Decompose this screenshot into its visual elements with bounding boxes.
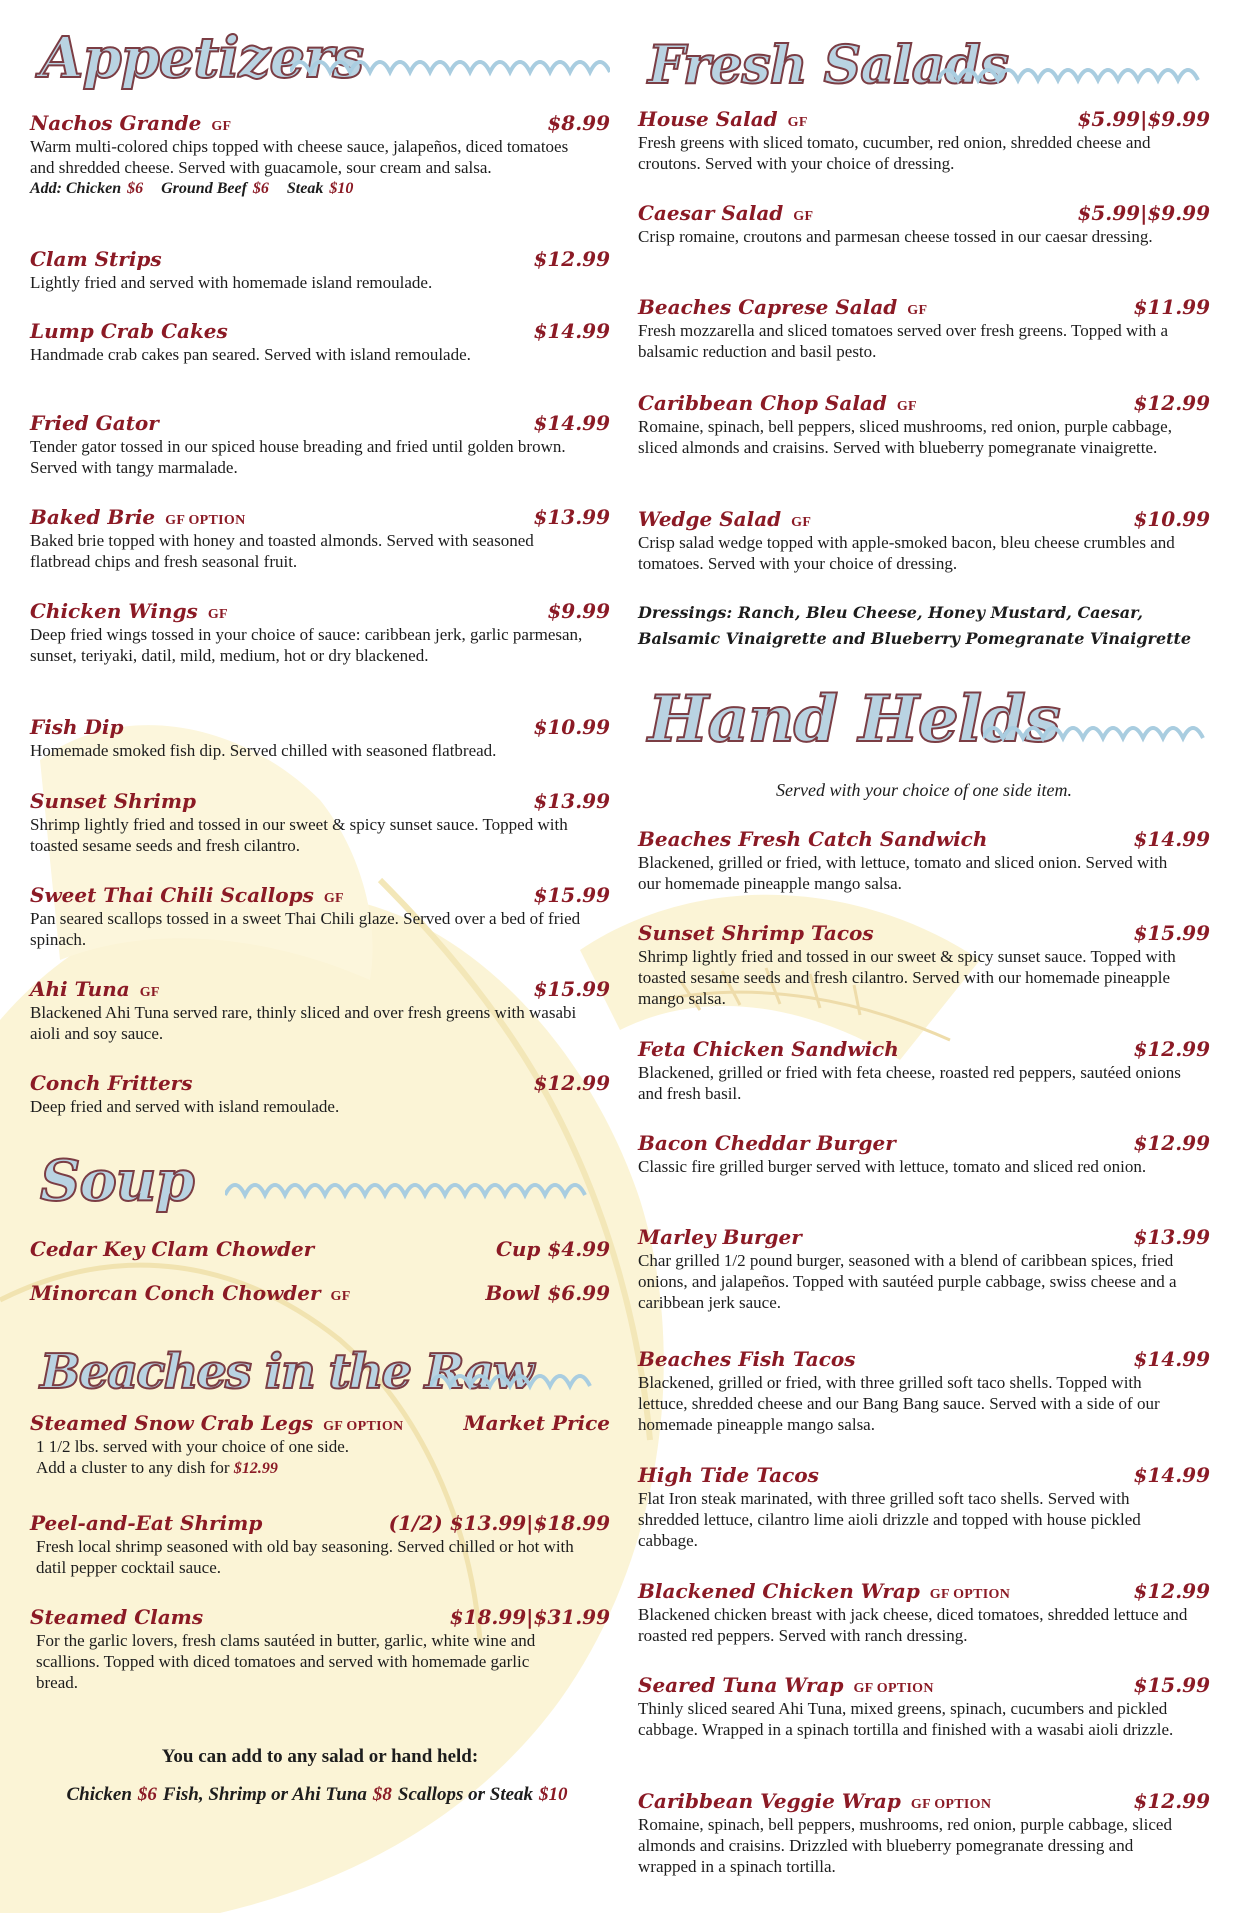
item-description: Romaine, spinach, bell peppers, sliced mushrooms, red onion, purple cabbage, sliced almonds and craisins. Served with blueberry pomegranate vinaigrette. bbox=[638, 417, 1172, 457]
item-name: Peel-and-Eat Shrimp bbox=[30, 1511, 263, 1535]
item-description: Deep fried and served with island remoulade. bbox=[30, 1097, 340, 1116]
item-description: Crisp romaine, croutons and parmesan cheese tossed in our caesar dressing. bbox=[638, 227, 1153, 246]
item-name: Lump Crab Cakes bbox=[30, 319, 228, 343]
gf-tag: GF bbox=[330, 1289, 351, 1304]
item-name: Beaches Fresh Catch Sandwich bbox=[638, 827, 988, 851]
item-price: Cup $4.99 bbox=[495, 1237, 610, 1261]
item-name: High Tide Tacos bbox=[638, 1463, 819, 1487]
menu-item bbox=[30, 714, 610, 761]
menu-item bbox=[30, 1070, 610, 1117]
wave-decoration-icon bbox=[430, 1358, 600, 1394]
item-description: Lightly fried and served with homemade island remoulade. bbox=[30, 273, 433, 292]
item-name: Baked Brie GF OPTION bbox=[30, 505, 246, 529]
item-price: $12.99 bbox=[1133, 391, 1210, 415]
item-price: $13.99 bbox=[533, 789, 610, 813]
menu-item bbox=[638, 1130, 1210, 1177]
item-description: Shrimp lightly fried and tossed in our sweet & spicy sunset sauce. Topped with toasted sesame seeds and fresh cilantro. bbox=[30, 815, 568, 855]
nachos-addon: Add: Chicken $6 Ground Beef $6 Steak $10 bbox=[30, 180, 354, 197]
item-price: Bowl $6.99 bbox=[485, 1281, 610, 1305]
item-price: $14.99 bbox=[1133, 827, 1210, 851]
gf-option-tag: GF OPTION bbox=[165, 513, 246, 528]
item-name: Blackened Chicken Wrap GF OPTION bbox=[638, 1579, 1011, 1603]
item-name: Bacon Cheddar Burger bbox=[638, 1131, 896, 1155]
item-description: Classic fire grilled burger served with lettuce, tomato and sliced red onion. bbox=[638, 1157, 1147, 1176]
gf-option-tag: GF OPTION bbox=[910, 1797, 992, 1812]
menu-item bbox=[30, 1604, 610, 1693]
item-price: $5.99|$9.99 bbox=[1077, 201, 1210, 225]
menu-item bbox=[30, 504, 610, 572]
menu-item bbox=[638, 1224, 1210, 1313]
gf-tag: GF bbox=[787, 115, 808, 130]
menu-item bbox=[638, 200, 1210, 247]
handhelds-title: Hand Helds bbox=[648, 682, 1060, 757]
item-name: Sweet Thai Chili Scallops GF bbox=[30, 883, 344, 907]
menu-item bbox=[638, 1672, 1210, 1740]
item-description: Homemade smoked fish dip. Served chilled with seasoned flatbread. bbox=[30, 741, 497, 760]
menu-item bbox=[638, 1036, 1210, 1104]
item-name: Clam Strips bbox=[30, 247, 162, 271]
item-description: Baked brie topped with honey and toasted almonds. Served with seasoned flatbread chips and fresh seasonal fruit. bbox=[30, 531, 534, 571]
menu-item bbox=[30, 246, 610, 293]
menu-item bbox=[638, 506, 1210, 574]
item-name: Wedge Salad GF bbox=[638, 507, 812, 531]
item-name: Steamed Snow Crab Legs GF OPTION bbox=[30, 1411, 404, 1435]
item-price: $14.99 bbox=[533, 319, 610, 343]
menu-item bbox=[30, 410, 610, 478]
menu-item bbox=[30, 110, 610, 199]
menu-item bbox=[638, 1462, 1210, 1551]
menu-item bbox=[30, 882, 610, 950]
add-protein-options: Chicken $6 Fish, Shrimp or Ahi Tuna $8 Scallops or Steak $10 bbox=[66, 1784, 568, 1805]
menu-item bbox=[638, 390, 1210, 458]
wave-decoration-icon bbox=[225, 1167, 600, 1203]
item-name: Sunset Shrimp Tacos bbox=[638, 921, 874, 945]
item-description: Fresh greens with sliced tomato, cucumber, red onion, shredded cheese and croutons. Served with your choice of dressing. bbox=[638, 133, 1151, 173]
wave-decoration-icon bbox=[290, 44, 610, 80]
menu-item bbox=[30, 1510, 610, 1578]
item-name: Sunset Shrimp bbox=[30, 789, 196, 813]
menu-item bbox=[30, 1410, 610, 1479]
menu-item bbox=[638, 106, 1210, 174]
item-name: Feta Chicken Sandwich bbox=[638, 1037, 899, 1061]
item-description: Flat Iron steak marinated, with three grilled soft taco shells. Served with shredded lettuce, cilantro lime aioli drizzle and topped with house pickled cabbage. bbox=[638, 1489, 1141, 1550]
item-description: Fresh mozzarella and sliced tomatoes served over fresh greens. Topped with a balsamic reduction and basil pesto. bbox=[638, 321, 1169, 361]
item-price: $12.99 bbox=[1133, 1789, 1210, 1813]
soup-title: Soup bbox=[40, 1148, 194, 1214]
item-description: Warm multi-colored chips topped with cheese sauce, jalapeños, diced tomatoes and shredded cheese. Served with guacamole, sour cream and salsa. bbox=[30, 137, 569, 177]
item-price: $13.99 bbox=[533, 505, 610, 529]
item-description: Char grilled 1/2 pound burger, seasoned with a blend of caribbean spices, fried onions, and jalapeños. Topped with sautéed purple cabbage, swiss cheese and a caribbean jerk sauce. bbox=[638, 1251, 1177, 1312]
item-price: $9.99 bbox=[547, 599, 610, 623]
item-price: $12.99 bbox=[533, 1071, 610, 1095]
item-price: $15.99 bbox=[1133, 1673, 1210, 1697]
raw-section bbox=[30, 1336, 610, 1408]
item-description: Blackened, grilled or fried with feta cheese, roasted red peppers, sautéed onions and fresh basil. bbox=[638, 1063, 1181, 1103]
handhelds-section bbox=[638, 680, 1210, 760]
menu-item bbox=[30, 598, 610, 666]
item-description: Blackened chicken breast with jack cheese, diced tomatoes, shredded lettuce and roasted red peppers. Served with ranch dressing. bbox=[638, 1605, 1188, 1645]
item-price: $13.99 bbox=[1133, 1225, 1210, 1249]
item-description: Blackened, grilled or fried, with lettuce, tomato and sliced onion. Served with our homemade pineapple mango salsa. bbox=[638, 853, 1168, 893]
item-price: $18.99|$31.99 bbox=[449, 1605, 610, 1629]
item-name: House Salad GF bbox=[638, 107, 808, 131]
salads-title: Fresh Salads bbox=[648, 35, 1008, 96]
item-name: Caribbean Veggie Wrap GF OPTION bbox=[638, 1789, 992, 1813]
item-name: Cedar Key Clam Chowder bbox=[30, 1237, 315, 1261]
item-price: $15.99 bbox=[533, 883, 610, 907]
item-price: $12.99 bbox=[533, 247, 610, 271]
item-price: $12.99 bbox=[1133, 1579, 1210, 1603]
item-description: 1 1/2 lbs. served with your choice of one side. bbox=[36, 1437, 350, 1456]
item-description: For the garlic lovers, fresh clams sautéed in butter, garlic, white wine and scallions. Topped with diced tomatoes and served with homemade garlic bread. bbox=[36, 1631, 536, 1692]
item-price: $10.99 bbox=[1133, 507, 1210, 531]
gf-tag: GF bbox=[793, 209, 814, 224]
menu-item bbox=[638, 826, 1210, 894]
add-protein-heading: You can add to any salad or hand held: bbox=[161, 1746, 479, 1767]
gf-tag: GF bbox=[791, 515, 812, 530]
item-description: Tender gator tossed in our spiced house breading and fried until golden brown. Served with tangy marmalade. bbox=[30, 437, 566, 477]
gf-tag: GF bbox=[323, 891, 344, 906]
menu-item bbox=[638, 294, 1210, 362]
item-description: Crisp salad wedge topped with apple-smoked bacon, bleu cheese crumbles and tomatoes. Served with your choice of dressing. bbox=[638, 533, 1175, 573]
gf-tag: GF bbox=[896, 399, 917, 414]
menu-item bbox=[30, 788, 610, 856]
item-description: Pan seared scallops tossed in a sweet Thai Chili glaze. Served over a bed of fried spinach. bbox=[30, 909, 581, 949]
item-price: $14.99 bbox=[1133, 1347, 1210, 1371]
item-price: $12.99 bbox=[1133, 1037, 1210, 1061]
item-price: $14.99 bbox=[1133, 1463, 1210, 1487]
side-item-note: Served with your choice of one side item. bbox=[776, 780, 1072, 800]
soup-section bbox=[30, 1145, 610, 1217]
gf-tag: GF bbox=[211, 119, 232, 134]
item-price: $10.99 bbox=[533, 715, 610, 739]
gf-tag: GF bbox=[207, 607, 228, 622]
item-name: Nachos Grande GF bbox=[30, 111, 232, 135]
item-description: Blackened Ahi Tuna served rare, thinly sliced and over fresh greens with wasabi aioli and soy sauce. bbox=[30, 1003, 577, 1043]
item-name: Ahi Tuna GF bbox=[30, 977, 160, 1001]
item-description: Blackened, grilled or fried, with three grilled soft taco shells. Topped with lettuce, shredded cheese and our Bang Bang sauce. Served with a side of our homemade pineapple mango salsa. bbox=[638, 1373, 1160, 1434]
item-price: $15.99 bbox=[533, 977, 610, 1001]
item-name: Beaches Caprese Salad GF bbox=[638, 295, 928, 319]
menu-item bbox=[638, 1346, 1210, 1435]
gf-option-tag: GF OPTION bbox=[853, 1681, 934, 1696]
item-price: (1/2) $13.99|$18.99 bbox=[388, 1511, 610, 1535]
appetizers-section bbox=[30, 22, 610, 94]
item-price: $14.99 bbox=[533, 411, 610, 435]
menu-item bbox=[30, 1280, 610, 1306]
menu-item bbox=[638, 1788, 1210, 1877]
wave-decoration-icon bbox=[938, 52, 1210, 88]
item-name: Marley Burger bbox=[638, 1225, 802, 1249]
salads-section bbox=[638, 30, 1210, 102]
item-description: Thinly sliced seared Ahi Tuna, mixed greens, spinach, cucumbers and pickled cabbage. Wrapped in a spinach tortilla and finished with a wasabi aioli drizzle. bbox=[638, 1699, 1174, 1739]
dressings-list: Dressings: Ranch, Bleu Cheese, Honey Mustard, Caesar, Balsamic Vinaigrette and Blueberry Pomegranate Vinaigrette bbox=[638, 603, 1192, 648]
menu-item bbox=[638, 920, 1210, 1009]
menu-item bbox=[638, 1578, 1210, 1646]
item-description: Handmade crab cakes pan seared. Served with island remoulade. bbox=[30, 345, 471, 364]
gf-tag: GF bbox=[907, 303, 928, 318]
item-price: $11.99 bbox=[1133, 295, 1210, 319]
item-name: Fish Dip bbox=[30, 715, 124, 739]
item-description: Deep fried wings tossed in your choice of sauce: caribbean jerk, garlic parmesan, sunset, teriyaki, datil, mild, medium, hot or dry blackened. bbox=[30, 625, 583, 665]
item-name: Chicken Wings GF bbox=[30, 599, 228, 623]
item-name: Caribbean Chop Salad GF bbox=[638, 391, 917, 415]
raw-title: Beaches in the Raw bbox=[40, 1344, 533, 1400]
item-price: $15.99 bbox=[1133, 921, 1210, 945]
menu-item bbox=[30, 318, 610, 365]
crab-addon: Add a cluster to any dish for $12.99 bbox=[36, 1458, 278, 1477]
item-name: Fried Gator bbox=[30, 411, 159, 435]
wave-decoration-icon bbox=[983, 710, 1210, 746]
menu-item bbox=[30, 976, 610, 1044]
gf-option-tag: GF OPTION bbox=[323, 1419, 404, 1434]
item-description: Shrimp lightly fried and tossed in our sweet & spicy sunset sauce. Topped with toasted sesame seeds and fresh cilantro. Served with our homemade pineapple mango salsa. bbox=[638, 947, 1176, 1008]
item-name: Beaches Fish Tacos bbox=[638, 1347, 856, 1371]
item-price: $5.99|$9.99 bbox=[1077, 107, 1210, 131]
item-price: $8.99 bbox=[547, 111, 610, 135]
gf-option-tag: GF OPTION bbox=[929, 1587, 1011, 1602]
item-price: Market Price bbox=[463, 1411, 610, 1435]
gf-tag: GF bbox=[139, 985, 160, 1000]
item-name: Conch Fritters bbox=[30, 1071, 193, 1095]
item-name: Caesar Salad GF bbox=[638, 201, 814, 225]
item-description: Romaine, spinach, bell peppers, mushrooms, red onion, purple cabbage, sliced almonds and craisins. Drizzled with blueberry pomegranate dressing and wrapped in a spinach tortilla. bbox=[638, 1815, 1172, 1876]
item-name: Seared Tuna Wrap GF OPTION bbox=[638, 1673, 934, 1697]
menu-item bbox=[30, 1236, 610, 1262]
item-description: Fresh local shrimp seasoned with old bay seasoning. Served chilled or hot with datil pepper cocktail sauce. bbox=[36, 1537, 574, 1577]
item-name: Minorcan Conch Chowder GF bbox=[30, 1281, 351, 1305]
appetizers-title: Appetizers bbox=[40, 25, 363, 91]
item-price: $12.99 bbox=[1133, 1131, 1210, 1155]
item-name: Steamed Clams bbox=[30, 1605, 204, 1629]
